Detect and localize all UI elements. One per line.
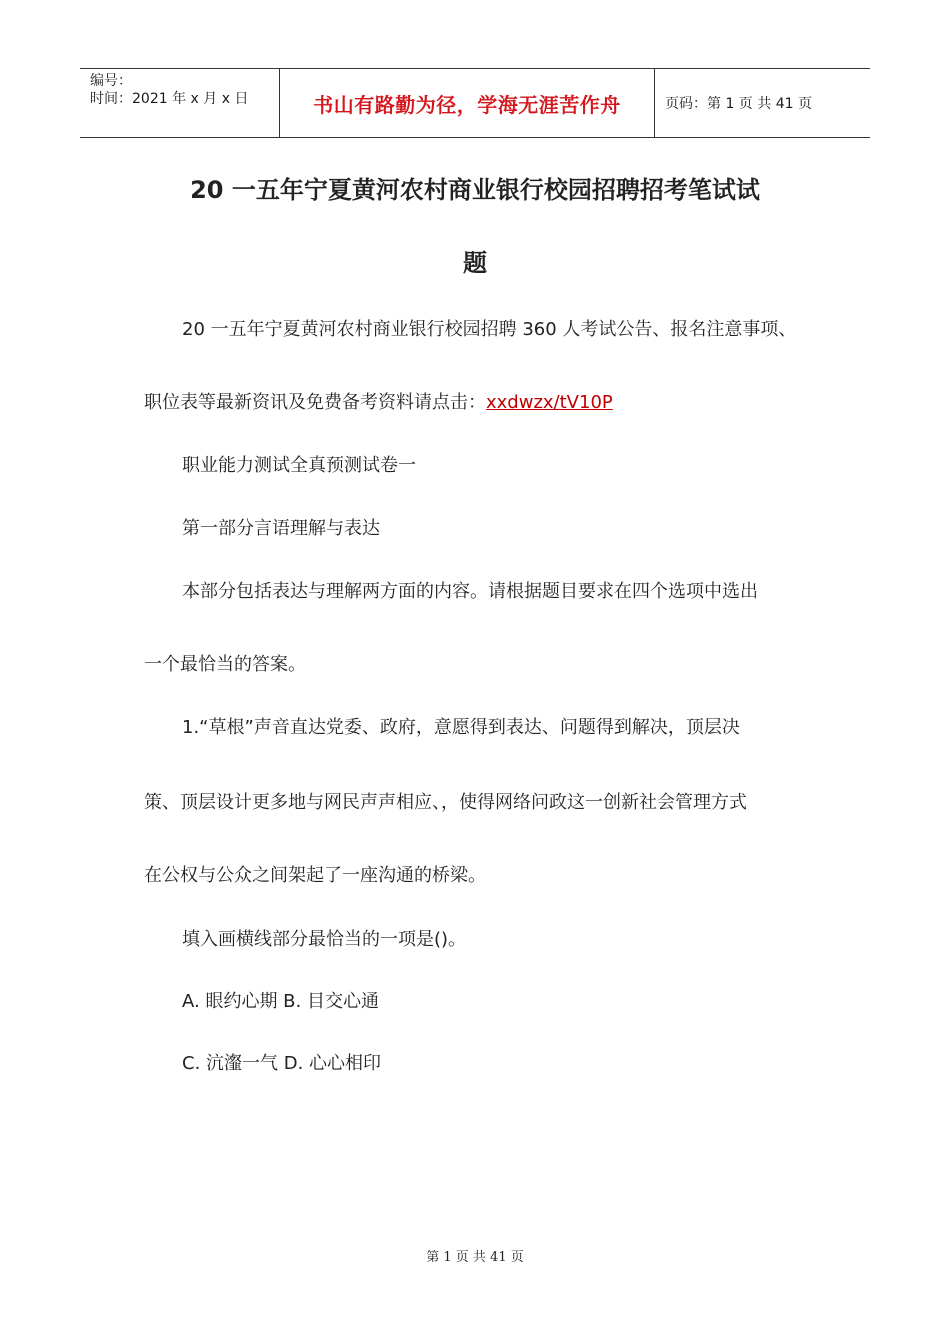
header-motto: 书山有路勤为径，学海无涯苦作舟: [280, 69, 655, 137]
document-header: [80, 68, 870, 138]
exam-name: 职业能力测试全真预测试卷一: [182, 455, 416, 476]
header-meta: [80, 69, 280, 137]
question-1-line-2: 策、顶层设计更多地与网民声声相应、，使得网络问政这一创新社会管理方式: [144, 792, 747, 813]
question-1-options-ab: A. 眼约心期 B. 目交心通: [182, 991, 379, 1012]
document-title-line2: 题: [463, 249, 487, 277]
code-label: 编号：: [90, 73, 132, 89]
part-description-line-2: 一个最恰当的答案。: [144, 654, 306, 675]
part-description-line-1: 本部分包括表达与理解两方面的内容。请根据题目要求在四个选项中选出: [182, 581, 758, 602]
part-title: 第一部分言语理解与表达: [182, 518, 380, 539]
intro-line-2: [144, 388, 613, 414]
intro-line-2-text: 职位表等最新资讯及免费备考资料请点击：: [144, 392, 486, 413]
page-footer: 第 1 页 共 41 页: [426, 1250, 524, 1265]
time-label: 时间：2021 年 x 月 x 日: [90, 91, 249, 107]
question-1-prompt: 填入画横线部分最恰当的一项是()。: [182, 929, 467, 950]
header-page-info: 页码：第 1 页 共 41 页: [665, 96, 812, 112]
intro-line-1: 20 一五年宁夏黄河农村商业银行校园招聘 360 人考试公告、报名注意事项、: [182, 319, 797, 340]
document-title-line1: 20 一五年宁夏黄河农村商业银行校园招聘招考笔试试: [190, 176, 760, 204]
question-1-line-1: 1.“草根”声音直达党委、政府，意愿得到表达、问题得到解决，顶层决: [182, 717, 740, 738]
resource-link[interactable]: xxdwzx/tV10P: [486, 392, 613, 413]
question-1-options-cd: C. 沆瀣一气 D. 心心相印: [182, 1053, 382, 1074]
question-1-line-3: 在公权与公众之间架起了一座沟通的桥梁。: [144, 865, 486, 886]
